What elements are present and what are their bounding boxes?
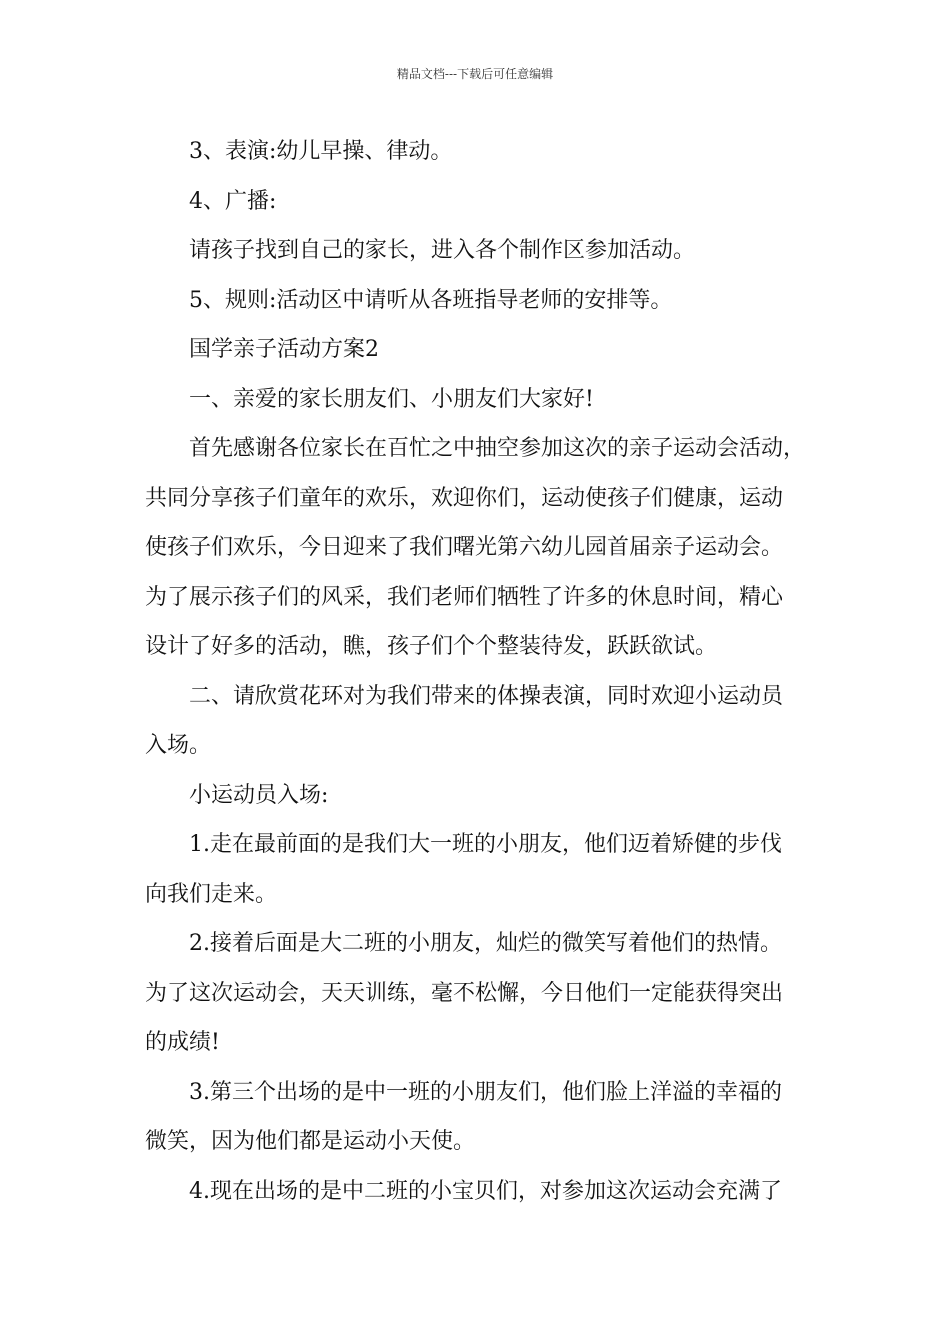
paragraph-line: 微笑，因为他们都是运动小天使。 — [145, 1129, 476, 1154]
paragraph-line: 3、表演:幼儿早操、律动。 — [189, 139, 453, 164]
paragraph-line: 小运动员入场: — [189, 782, 329, 808]
paragraph-line: 二、请欣赏花环对为我们带来的体操表演，同时欢迎小运动员 — [189, 683, 784, 709]
paragraph-line: 首先感谢各位家长在百忙之中抽空参加这次的亲子运动会活动， — [189, 436, 806, 461]
paragraph-line: 入场。 — [145, 733, 212, 758]
page-header: 精品文档---下载后可任意编辑 — [396, 67, 554, 81]
paragraph-line: 的成绩! — [145, 1030, 220, 1055]
section-heading: 国学亲子活动方案2 — [189, 337, 379, 362]
paragraph-line: 为了这次运动会，天天训练，毫不松懈，今日他们一定能获得突出 — [145, 980, 784, 1006]
paragraph-line: 设计了好多的活动，瞧，孩子们个个整装待发，跃跃欲试。 — [145, 634, 718, 659]
paragraph-line: 2.接着后面是大二班的小朋友，灿烂的微笑写着他们的热情。 — [189, 931, 782, 956]
paragraph-line: 3.第三个出场的是中一班的小朋友们，他们脸上洋溢的幸福的 — [189, 1079, 782, 1105]
paragraph-line: 为了展示孩子们的风采，我们老师们牺牲了许多的休息时间，精心 — [145, 584, 784, 610]
paragraph-line: 4、广播: — [189, 188, 277, 214]
paragraph-line: 一、亲爱的家长朋友们、小朋友们大家好! — [189, 386, 594, 412]
paragraph-line: 共同分享孩子们童年的欢乐，欢迎你们，运动使孩子们健康，运动 — [145, 485, 784, 511]
paragraph-line: 4.现在出场的是中二班的小宝贝们，对参加这次运动会充满了 — [189, 1178, 782, 1204]
paragraph-line: 向我们走来。 — [145, 881, 278, 907]
paragraph-line: 请孩子找到自己的家长，进入各个制作区参加活动。 — [189, 238, 696, 263]
paragraph-line: 1.走在最前面的是我们大一班的小朋友，他们迈着矫健的步伐 — [189, 832, 782, 857]
document-body — [145, 130, 820, 1219]
paragraph-line: 5、规则:活动区中请听从各班指导老师的安排等。 — [189, 287, 673, 313]
paragraph-line: 使孩子们欢乐，今日迎来了我们曙光第六幼儿园首届亲子运动会。 — [145, 535, 784, 560]
